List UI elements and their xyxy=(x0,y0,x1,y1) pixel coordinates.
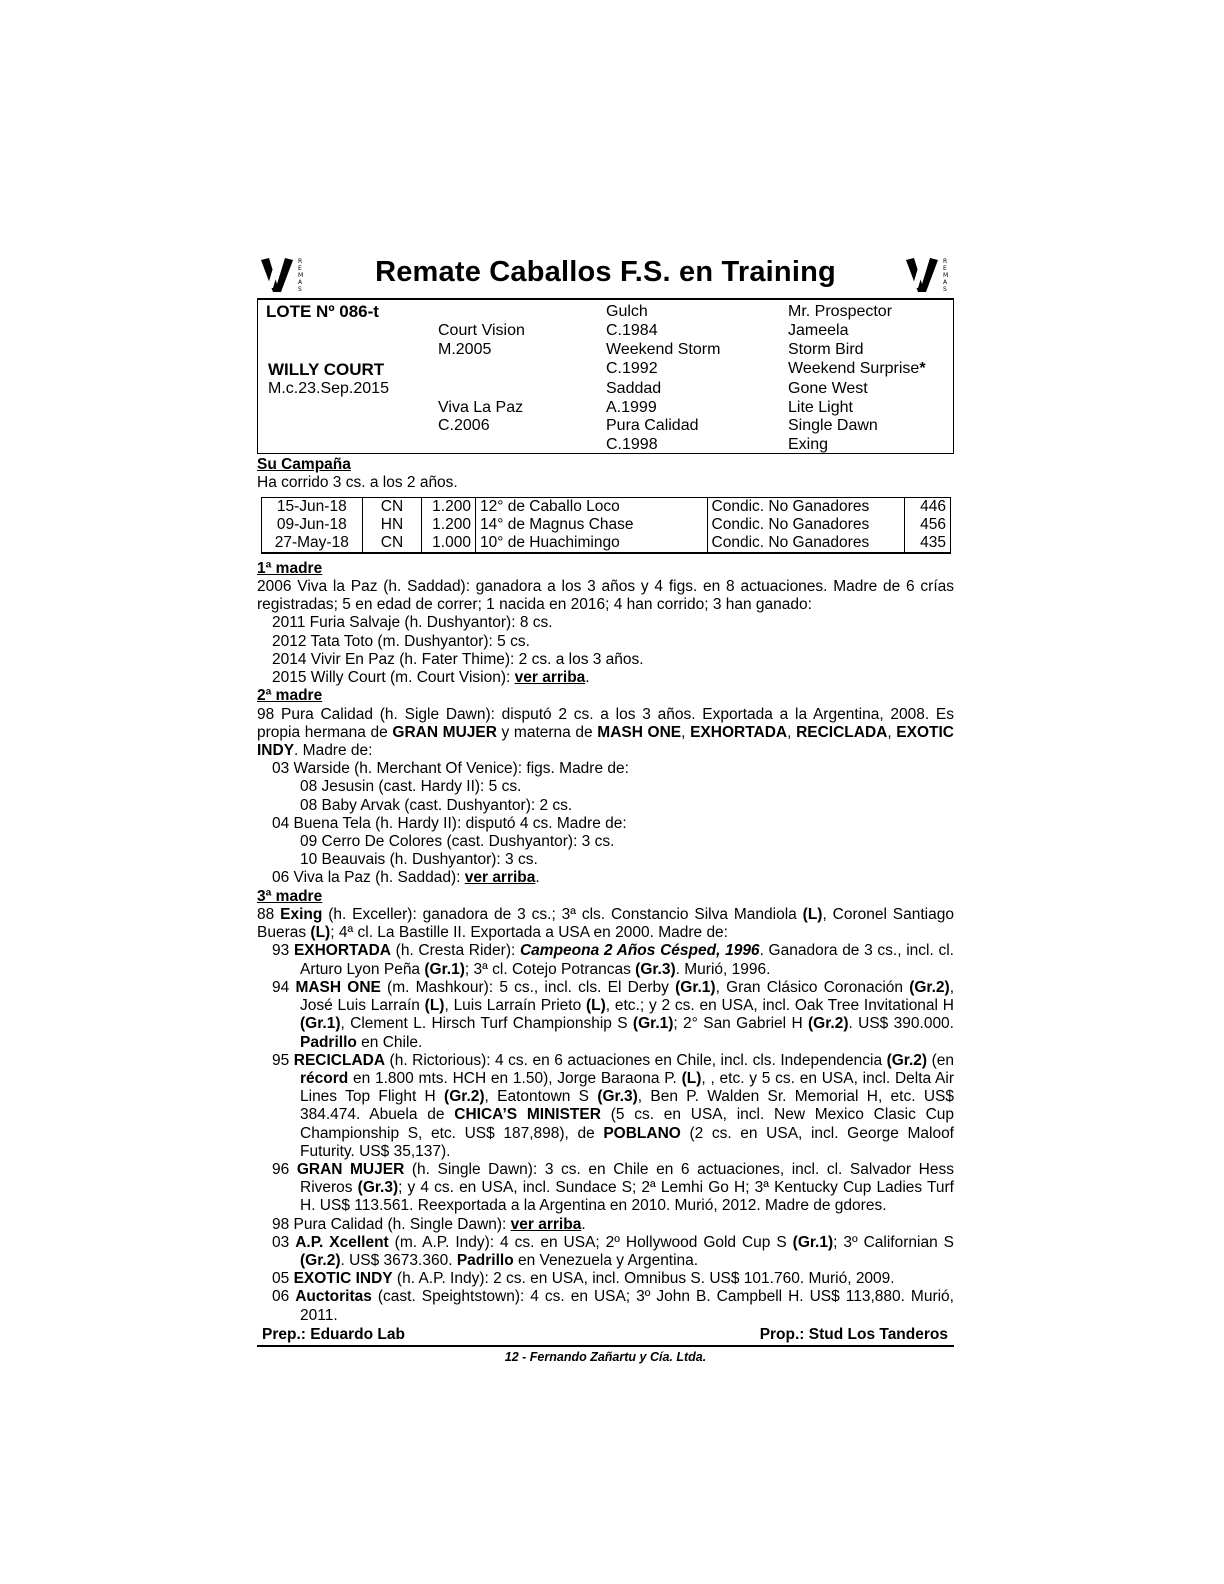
race-dist: 1.000 xyxy=(422,534,476,553)
produce-line: 06 Viva la Paz (h. Saddad): ver arriba. xyxy=(272,869,540,887)
produce-entry: 93 EXHORTADA (h. Cresta Rider): Campeona 2 Años Césped, 1996. Ganadora de 3 cs., incl. cl. Arturo Lyon Peña (Gr.1); 3ª cl. Cotejo Potrancas (Gr.3). Murió, 1996. xyxy=(272,942,954,978)
first-dam-title: 1ª madre xyxy=(257,559,323,577)
second-dam-title: 2ª madre xyxy=(257,687,323,705)
ancestor: Storm Bird xyxy=(788,341,864,358)
race-result: 14° de Magnus Chase xyxy=(475,516,707,534)
svg-text:A: A xyxy=(298,279,303,286)
catalog-page xyxy=(257,250,954,1364)
race-dist: 1.200 xyxy=(422,516,476,534)
page-number: 12 - Fernando Zañartu y Cía. Ltda. xyxy=(504,1349,707,1364)
race-weight: 435 xyxy=(904,534,950,553)
race-date: 15-Jun-18 xyxy=(262,497,363,516)
page-header xyxy=(257,250,954,300)
svg-text:M: M xyxy=(298,272,304,279)
star-mark: * xyxy=(919,360,926,377)
pedigree-box xyxy=(257,300,954,454)
lot-number: LOTE Nº 086-t xyxy=(266,302,379,321)
race-date: 27-May-18 xyxy=(262,534,363,553)
produce-line: 10 Beauvais (h. Dushyantor): 3 cs. xyxy=(300,851,538,869)
svg-text:S: S xyxy=(943,286,947,293)
produce-line: 2015 Willy Court (m. Court Vision): ver arriba. xyxy=(272,669,590,687)
race-cond: Condic. No Ganadores xyxy=(707,516,904,534)
third-dam-title: 3ª madre xyxy=(257,887,323,905)
produce-line: 08 Baby Arvak (cast. Dushyantor): 2 cs. xyxy=(300,796,573,814)
horse-info: M.c.23.Sep.2015 xyxy=(268,380,389,397)
campaign-title: Su Campaña xyxy=(257,456,351,473)
race-weight: 446 xyxy=(904,497,950,516)
granddam-1: Weekend Storm xyxy=(606,341,721,358)
granddam-2: Pura Calidad xyxy=(606,417,699,434)
race-date: 09-Jun-18 xyxy=(262,516,363,534)
svg-text:E: E xyxy=(298,265,302,272)
page-title: Remate Caballos F.S. en Training xyxy=(375,256,836,288)
race-row xyxy=(262,516,951,534)
dam-name: Viva La Paz xyxy=(438,399,524,416)
race-table xyxy=(261,497,951,554)
race-row xyxy=(262,497,951,516)
grandsire-2: Saddad xyxy=(606,380,662,397)
ancestor: Weekend Surprise* xyxy=(788,360,926,377)
grandsire-1-info: C.1984 xyxy=(606,322,658,339)
produce-line: 2012 Tata Toto (m. Dushyantor): 5 cs. xyxy=(272,632,530,650)
ancestor: Gone West xyxy=(788,380,868,397)
svg-text:R: R xyxy=(298,258,303,265)
race-track: CN xyxy=(362,534,422,553)
page-footer xyxy=(257,1325,954,1347)
produce-line: 04 Buena Tela (h. Hardy II): disputó 4 cs. Madre de: xyxy=(272,814,627,832)
produce-entry: 96 GRAN MUJER (h. Single Dawn): 3 cs. en Chile en 6 actuaciones, incl. cl. Salvador Hess Riveros (Gr.3); y 4 cs. en USA, incl. Sundace S; 2ª Lemhi Go H; 3ª Kentucky Cup Ladies Turf H. US$ 113.561. Reexportada a la Argentina en 2010. Murió, 2012. Madre de gdores. xyxy=(272,1160,954,1215)
auction-logo-icon xyxy=(904,254,952,294)
race-dist: 1.200 xyxy=(422,497,476,516)
produce-line: 08 Jesusin (cast. Hardy II): 5 cs. xyxy=(300,778,522,796)
produce-entry: 94 MASH ONE (m. Mashkour): 5 cs., incl. cls. El Derby (Gr.1), Gran Clásico Coronación (Gr.2), José Luis Larraín (L), Luis Larraín Prieto (L), etc.; y 2 cs. en USA, incl. Oak Tree Invitational H (Gr.1), Clement L. Hirsch Turf Championship S (Gr.1); 2° San Gabriel H (Gr.2). US$ 390.000. Padrillo en Chile. xyxy=(272,978,954,1051)
first-dam-intro: 2006 Viva la Paz (h. Saddad): ganadora a los 3 años y 4 figs. en 8 actuaciones. Madre de 6 crías registradas; 5 en edad de correr; 1 nacida en 2016; 4 han corrido; 3 han ganado: xyxy=(257,578,954,614)
race-track: HN xyxy=(362,516,422,534)
ancestor: Jameela xyxy=(788,322,849,339)
ancestor: Exing xyxy=(788,436,829,453)
race-track: CN xyxy=(362,497,422,516)
owner-label: Prop.: Stud Los Tanderos xyxy=(759,1325,948,1343)
race-cond: Condic. No Ganadores xyxy=(707,497,904,516)
race-row xyxy=(262,534,951,553)
race-cond: Condic. No Ganadores xyxy=(707,534,904,553)
produce-line: 03 Warside (h. Merchant Of Venice): figs. Madre de: xyxy=(272,760,629,778)
race-result: 12° de Caballo Loco xyxy=(475,497,707,516)
produce-entry: 95 RECICLADA (h. Rictorious): 4 cs. en 6 actuaciones en Chile, incl. cls. Independencia (Gr.2) (en récord en 1.800 mts. HCH en 1.50), Jorge Baraona P. (L), , etc. y 5 cs. en USA, incl. Delta Air Lines Top Flight H (Gr.2), Eatontown S (Gr.3), Ben P. Walden Sr. Memorial H, etc. US$ 384.474. Abuela de CHICA’S MINISTER (5 cs. en USA, incl. New Mexico Clasic Cup Championship S, etc. US$ 187,898), de POBLANO (2 cs. en USA, incl. George Maloof Futurity. US$ 35,137). xyxy=(272,1051,955,1160)
race-weight: 456 xyxy=(904,516,950,534)
dam-info: C.2006 xyxy=(438,417,490,434)
see-above-link[interactable]: ver arriba xyxy=(510,1215,582,1233)
produce-line: 2014 Vivir En Paz (h. Fater Thime): 2 cs. a los 3 años. xyxy=(272,650,644,668)
produce-line: 2011 Furia Salvaje (h. Dushyantor): 8 cs. xyxy=(272,614,553,632)
see-above-link[interactable]: ver arriba xyxy=(464,869,536,887)
ancestor: Lite Light xyxy=(788,399,853,416)
produce-entry: 98 Pura Calidad (h. Single Dawn): ver arriba. xyxy=(272,1215,586,1233)
svg-text:M: M xyxy=(943,272,949,279)
race-result: 10° de Huachimingo xyxy=(475,534,707,553)
svg-text:E: E xyxy=(943,265,947,272)
third-dam-intro: 88 Exing (h. Exceller): ganadora de 3 cs.; 3ª cls. Constancio Silva Mandiola (L), Coronel Santiago Bueras (L); 4ª cl. La Bastille II. Exportada a USA en 2000. Madre de: xyxy=(257,906,954,942)
produce-entry: 05 EXOTIC INDY (h. A.P. Indy): 2 cs. en USA, incl. Omnibus S. US$ 101.760. Murió, 2009. xyxy=(272,1270,895,1288)
produce-line: 09 Cerro De Colores (cast. Dushyantor): 3 cs. xyxy=(300,833,615,851)
svg-text:R: R xyxy=(943,258,948,265)
sire-name: Court Vision xyxy=(438,322,525,339)
trainer-label: Prep.: Eduardo Lab xyxy=(262,1325,405,1343)
svg-text:A: A xyxy=(943,279,948,286)
see-above-link[interactable]: ver arriba xyxy=(514,669,586,687)
ancestor: Mr. Prospector xyxy=(788,303,893,320)
produce-entry: 03 A.P. Xcellent (m. A.P. Indy): 4 cs. en USA; 2º Hollywood Gold Cup S (Gr.1); 3º Californian S (Gr.2). US$ 3673.360. Padrillo en Venezuela y Argentina. xyxy=(272,1233,954,1269)
campaign-summary: Ha corrido 3 cs. a los 2 años. xyxy=(257,474,458,492)
second-dam-intro: 98 Pura Calidad (h. Sigle Dawn): disputó 2 cs. a los 3 años. Exportada a la Argentina, 2008. Es propia hermana de GRAN MUJER y materna de MASH ONE, EXHORTADA, RECICLADA, EXOTIC INDY. Madre de: xyxy=(257,705,954,760)
grandsire-2-info: A.1999 xyxy=(606,399,657,416)
granddam-1-info: C.1992 xyxy=(606,360,658,377)
svg-text:S: S xyxy=(298,286,302,293)
horse-name: WILLY COURT xyxy=(268,360,385,379)
ancestor: Single Dawn xyxy=(788,417,878,434)
sire-info: M.2005 xyxy=(438,341,492,358)
granddam-2-info: C.1998 xyxy=(606,436,658,453)
produce-entry: 06 Auctoritas (cast. Speightstown): 4 cs. en USA; 3º John B. Campbell H. US$ 113,880. Murió, 2011. xyxy=(272,1288,954,1324)
grandsire-1: Gulch xyxy=(606,303,648,320)
